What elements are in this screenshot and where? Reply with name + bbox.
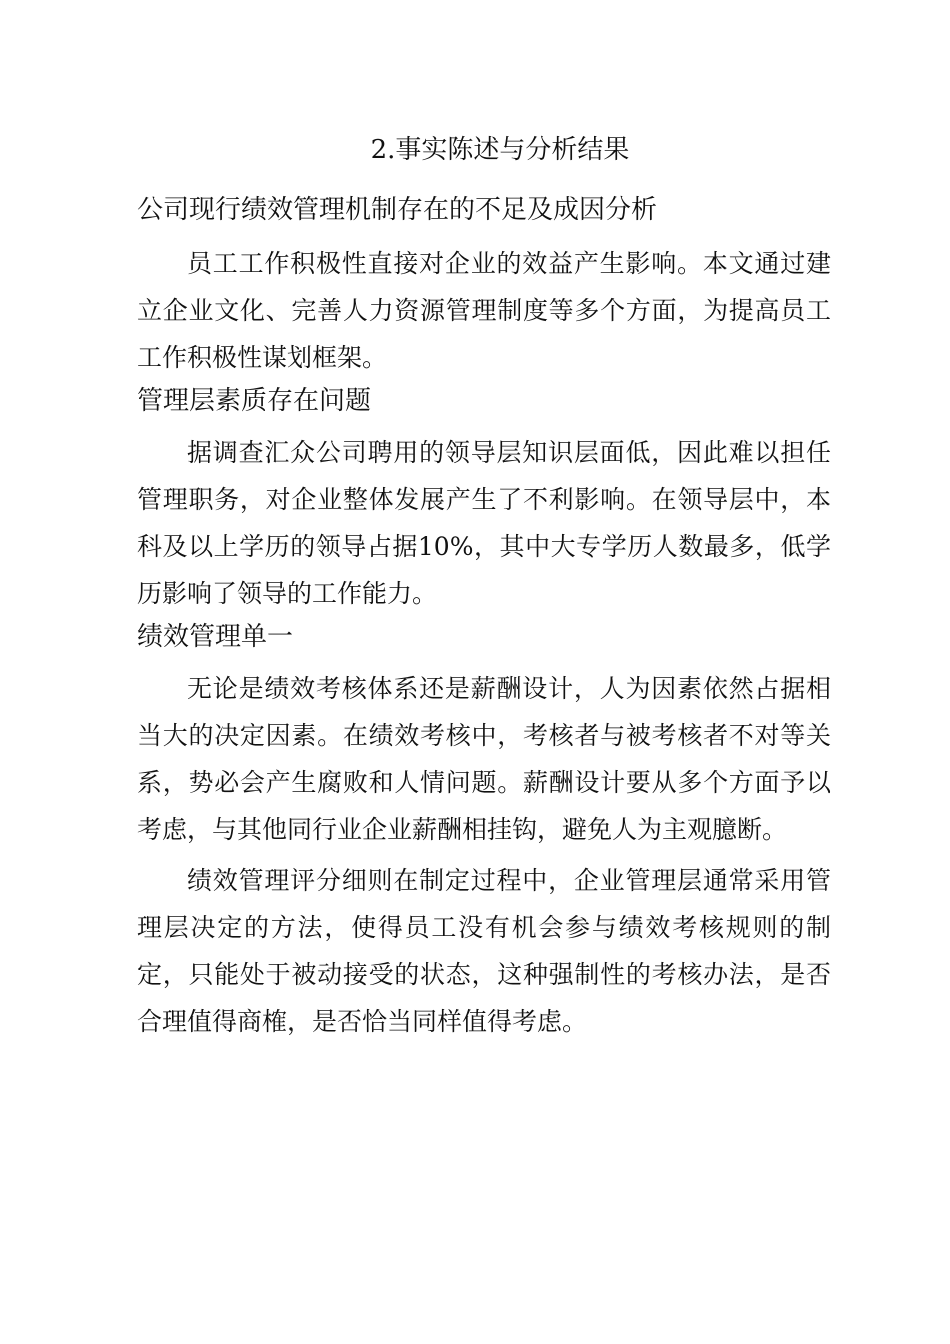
paragraph-management-education: 据调查汇众公司聘用的领导层知识层面低，因此难以担任管理职务，对企业整体发展产生了不利影响。在领导层中，本科及以上学历的领导占据10%，其中大专学历人数最多，低学历影响了领导的工作能力。: [137, 438, 831, 608]
paragraph-scoring-rules: 绩效管理评分细则在制定过程中，企业管理层通常采用管理层决定的方法，使得员工没有机会参与绩效考核规则的制定，只能处于被动接受的状态，这种强制性的考核办法，是否合理值得商榷，是否恰当同样值得考虑。: [137, 866, 831, 1036]
subheading-shortcomings: 公司现行绩效管理机制存在的不足及成因分析: [137, 195, 658, 225]
paragraph-human-factors: 无论是绩效考核体系还是薪酬设计，人为因素依然占据相当大的决定因素。在绩效考核中，考核者与被考核者不对等关系，势必会产生腐败和人情问题。薪酬设计要从多个方面予以考虑，与其他同行业企业薪酬相挂钩，避免人为主观臆断。: [137, 674, 831, 844]
subheading-management-quality: 管理层素质存在问题: [137, 386, 372, 416]
subheading-single-performance-management: 绩效管理单一: [137, 622, 294, 652]
paragraph-employee-motivation: 员工工作积极性直接对企业的效益产生影响。本文通过建立企业文化、完善人力资源管理制度等多个方面，为提高员工工作积极性谋划框架。: [137, 249, 831, 372]
document-body: [137, 190, 831, 1045]
section-title: 2.事实陈述与分析结果: [370, 135, 630, 165]
